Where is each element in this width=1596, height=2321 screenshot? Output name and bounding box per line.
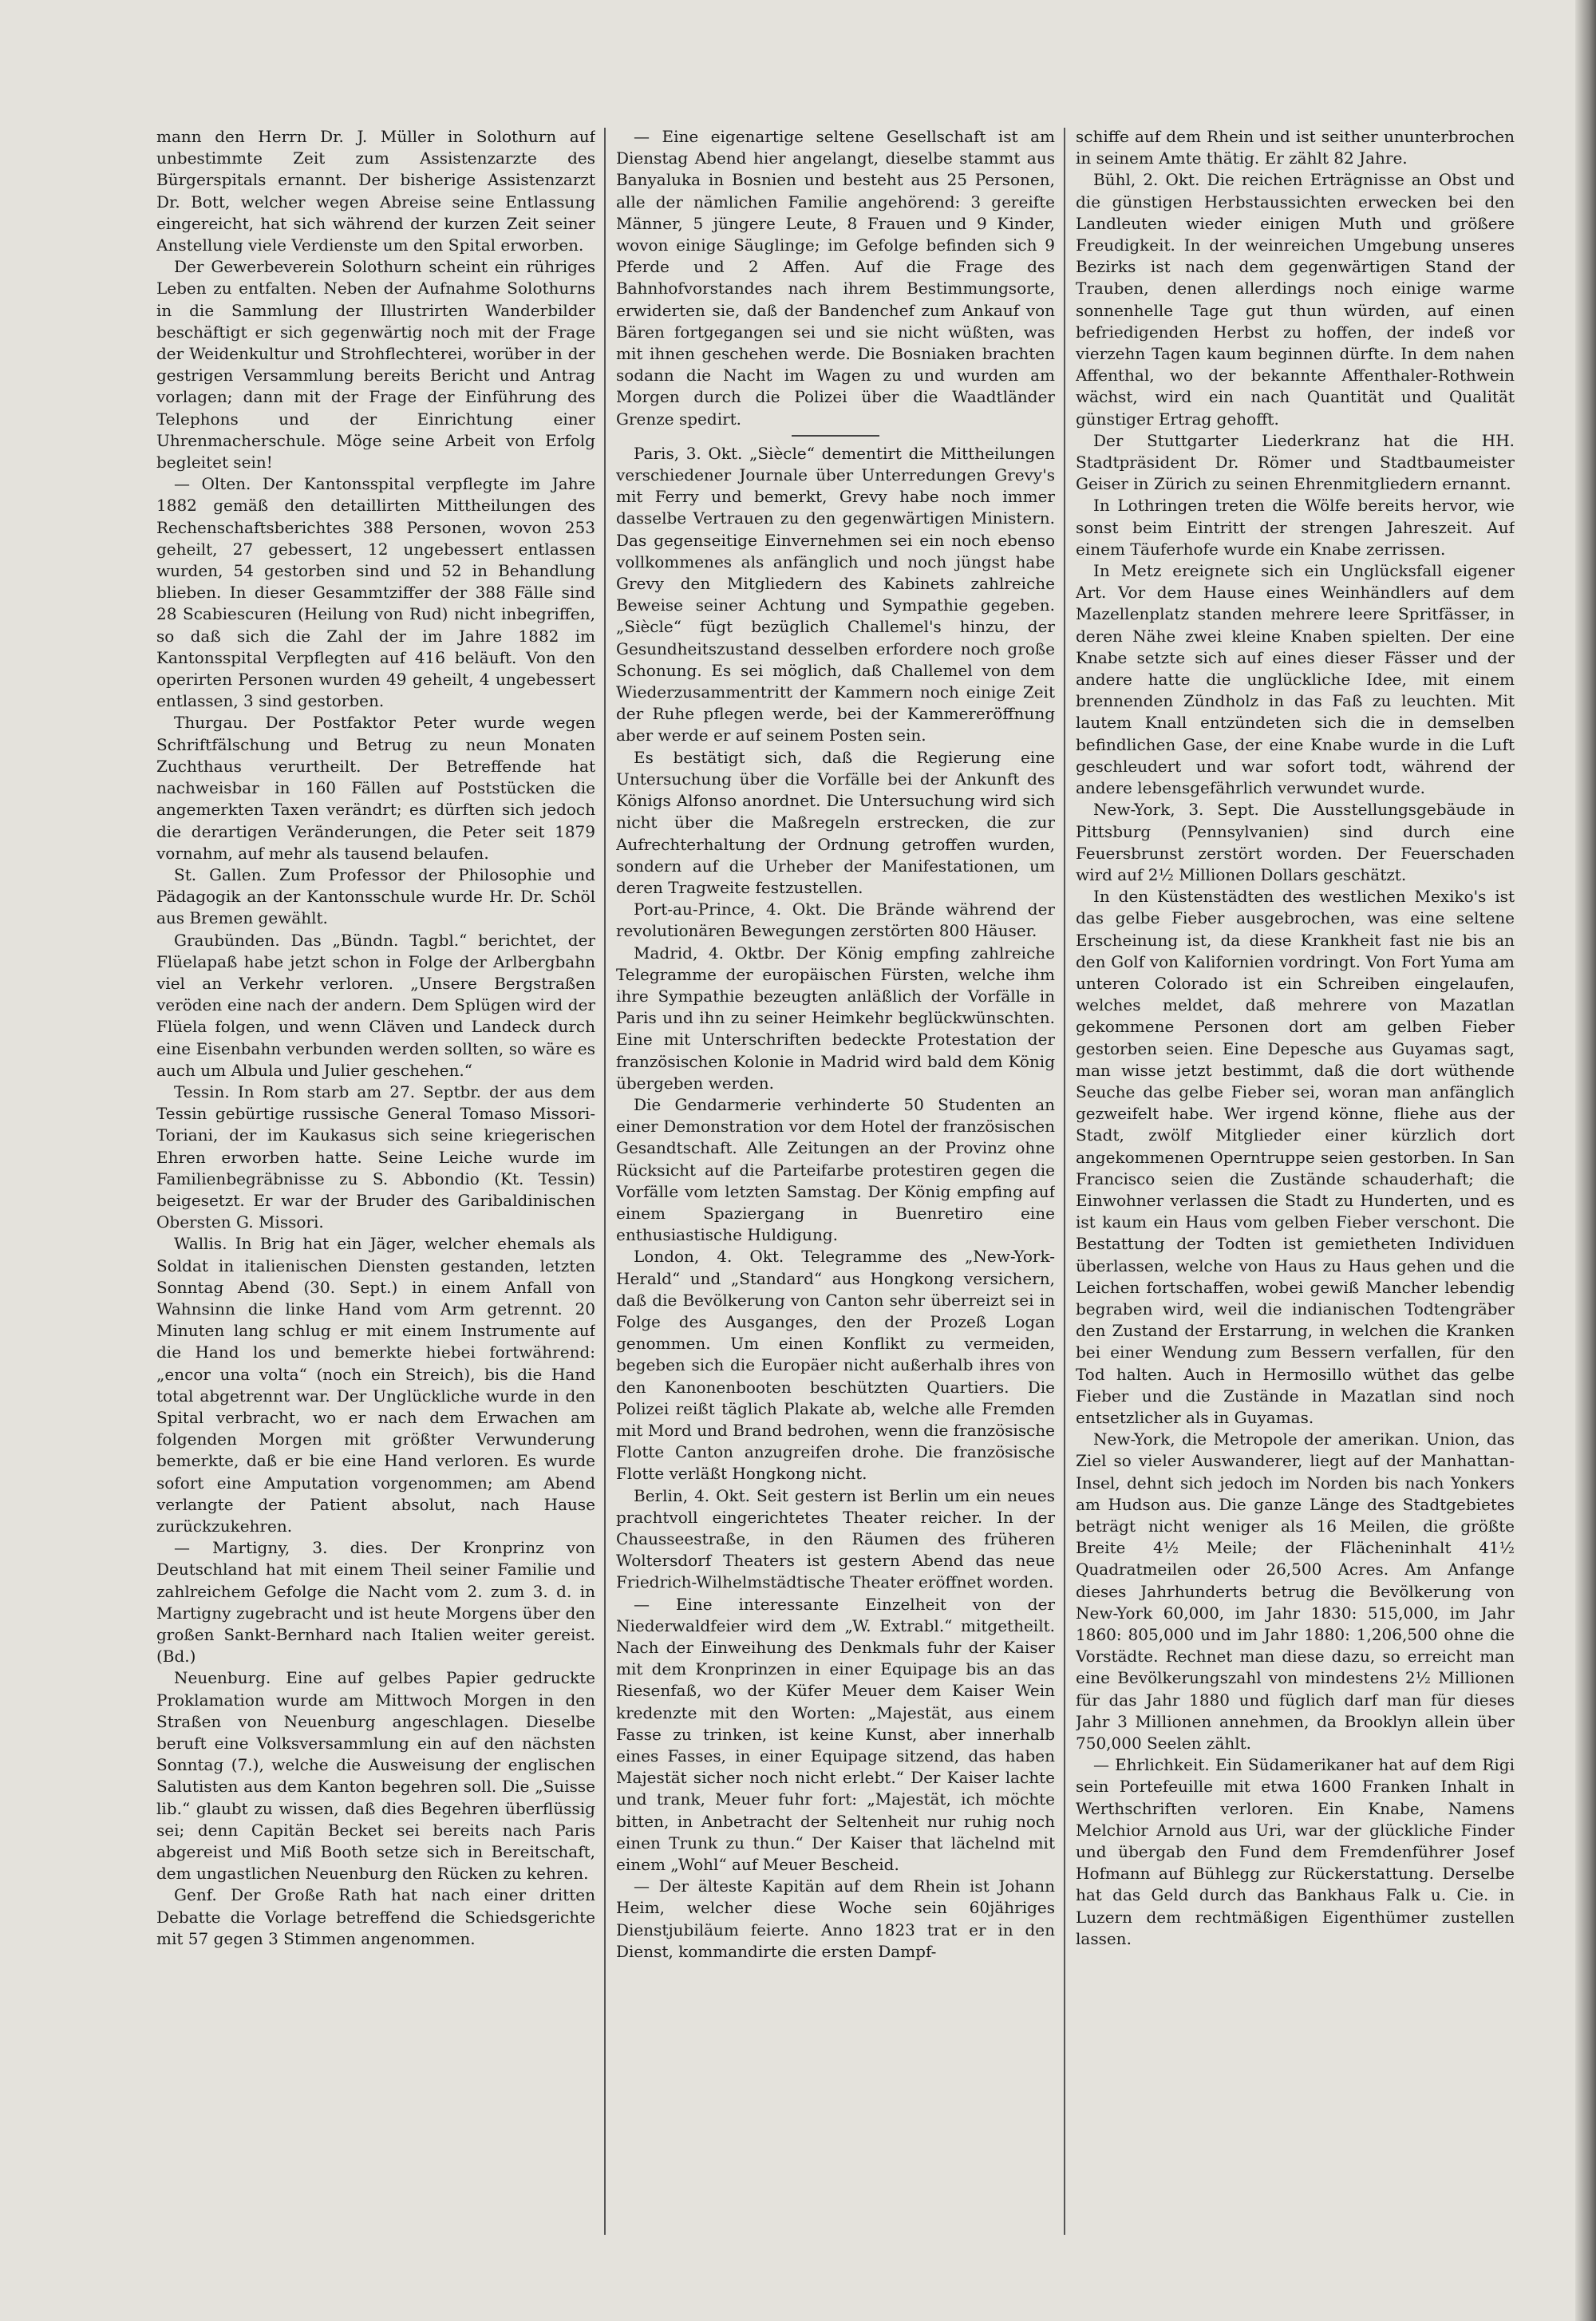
article-paragraph: — Olten. Der Kantonsspital verpflegte im Jahre 1882 gemäß den detaillirten Mittheilungen des Rechenschaftsberichtes 388 Personen, wovon 253 geheilt, 27 gebessert, 12 ungebessert entlassen wurden, 54 gestorben sind und 52 in Behandlung blieben. In dieser Gesammtziffer der 388 Fälle sind 28 Scabiescuren (Heilung von Rud) nicht inbegriffen, so daß sich die Zahl der im Jahre 1882 im Kantonsspital Verpflegten auf 416 beläuft. Von den operirten Personen wurden 49 geheilt, 4 ungebessert entlassen, 3 sind gestorben. (156, 474, 595, 711)
article-paragraph: Wallis. In Brig hat ein Jäger, welcher ehemals als Soldat in italienischen Diensten gestanden, letzten Sonntag Abend (30. Sept.) in einem Anfall von Wahnsinn die linke Hand vom Arm getrennt. 20 Minuten lang schlug er mit einem Instrumente auf die Hand los und bemerkte hiebei fortwährend: „encor una volta“ (noch ein Streich), bis die Hand total abgetrennt war. Der Unglückliche wurde in den Spital verbracht, wo er nach dem Erwachen am folgenden Morgen mit größter Verwunderung bemerkte, daß er bie eine Hand verloren. Es wurde sofort eine Amputation vorgenommen; am Abend verlangte der Patient absolut, nach Hause zurückzukehren. (156, 1234, 595, 1536)
article-paragraph: Berlin, 4. Okt. Seit gestern ist Berlin um ein neues prachtvoll eingerichtetes Theater reicher. In der Chausseestraße, in den Räumen des früheren Woltersdorf Theaters ist gestern Abend das neue Friedrich-Wilhelmstädtische Theater eröffnet worden. (616, 1485, 1055, 1592)
article-paragraph: schiffe auf dem Rhein und ist seither ununterbrochen in seinem Amte thätig. Er zählt 82 Jahre. (1076, 127, 1515, 168)
section-separator (792, 435, 879, 437)
article-paragraph: Der Stuttgarter Liederkranz hat die HH. Stadtpräsident Dr. Römer und Stadtbaumeister Geiser in Zürich zu seinen Ehrenmitgliedern ernannt. (1076, 430, 1515, 494)
page-edge-shadow (1575, 0, 1596, 2321)
article-paragraph: Thurgau. Der Postfaktor Peter wurde wegen Schriftfälschung und Betrug zu neun Monaten Zuchthaus verurtheilt. Der Betreffende hat nachweisbar in 160 Fällen auf Poststücken die angemerkten Taxen verändrt; es dürften sich jedoch die derartigen Veränderungen, die Peter seit 1879 vornahm, auf mehr als tausend belaufen. (156, 713, 595, 863)
article-paragraph: St. Gallen. Zum Professor der Philosophie und Pädagogik an der Kantonsschule wurde Hr. Dr. Schöl aus Bremen gewählt. (156, 864, 595, 928)
article-paragraph: Neuenburg. Eine auf gelbes Papier gedruckte Proklamation wurde am Mittwoch Morgen in den Straßen von Neuenburg angeschlagen. Dieselbe beruft eine Volksversammlung ein auf den nächsten Sonntag (7.), welche die Ausweisung der englischen Salutisten aus dem Kanton begehren soll. Die „Suisse lib.“ glaubt zu wissen, daß dies Begehren überflüssig sei; denn Capitän Becket sei bereits nach Paris abgereist und Miß Booth setze sich in Bereitschaft, dem ungastlichen Neuenburg den Rücken zu kehren. (156, 1668, 595, 1884)
article-paragraph: Port-au-Prince, 4. Okt. Die Brände während der revolutionären Bewegungen zerstörten 800 Häuser. (616, 900, 1055, 941)
column-divider (1064, 128, 1065, 2235)
article-paragraph: Graubünden. Das „Bündn. Tagbl.“ berichtet, der Flüelapaß habe jetzt schon in Folge der Arlbergbahn viel an Verkehr verloren. „Unsere Bergstraßen veröden eine nach der andern. Dem Splügen wird der Flüela folgen, und wenn Cläven und Landeck durch eine Eisenbahn verbunden werden sollten, so wäre es auch um Albula und Julier geschehen.“ (156, 930, 595, 1080)
article-paragraph: New-York, die Metropole der amerikan. Union, das Ziel so vieler Auswanderer, liegt auf der Manhattan-Insel, dehnt sich jedoch im Norden bis nach Yonkers am Hudson aus. Die ganze Länge des Stadtgebietes beträgt nicht weniger als 16 Meilen, die größte Breite 4½ Meile; der Flächeninhalt 41½ Quadratmeilen oder 26,500 Acres. Am Anfange dieses Jahrhunderts betrug die Bevölkerung von New-York 60,000, im Jahr 1830: 515,000, im Jahr 1860: 805,000 und im Jahr 1880: 1,206,500 ohne die Vorstädte. Rechnet man diese dazu, so erreicht man eine Bevölkerungszahl von mindestens 2½ Millionen für das Jahr 1880 und füglich darf man für dieses Jahr 3 Millionen annehmen, da Brooklyn allein über 750,000 Seelen zählt. (1076, 1429, 1515, 1754)
column-divider (604, 128, 606, 2235)
article-paragraph: Die Gendarmerie verhinderte 50 Studenten an einer Demonstration vor dem Hotel der französischen Gesandtschaft. Alle Zeitungen an der Provinz ohne Rücksicht auf die Parteifarbe protestiren gegen die Vorfälle vom letzten Samstag. Der König empfing auf einem Spaziergang in Buenretiro eine enthusiastische Huldigung. (616, 1094, 1055, 1245)
article-paragraph: — Eine interessante Einzelheit von der Niederwaldfeier wird dem „W. Extrabl.“ mitgetheilt. Nach der Einweihung des Denkmals fuhr der Kaiser mit dem Kronprinzen in einer Equipage bis an das Riesenfaß, wo der Küfer Meuer dem Kaiser Wein kredenzte mit den Worten: „Majestät, aus einem Fasse zu trinken, ist keine Kunst, aber innerhalb eines Fasses, in einer Equipage sitzend, das haben Majestät sicher noch nicht erlebt.“ Der Kaiser lachte und trank, Meuer fuhr fort: „Majestät, ich möchte bitten, in Anbetracht der Seltenheit nur ruhig noch einen Trunk zu thun.“ Der Kaiser that lächelnd mit einem „Wohl“ auf Meuer Bescheid. (616, 1594, 1055, 1875)
article-paragraph: — Ehrlichkeit. Ein Südamerikaner hat auf dem Rigi sein Portefeuille mit etwa 1600 Franken Inhalt in Werthschriften verloren. Ein Knabe, Namens Melchior Arnold aus Uri, war der glückliche Finder und übergab den Fund dem Fremdenführer Josef Hofmann auf Bühlegg zur Rückerstattung. Derselbe hat das Geld durch das Bankhaus Falk u. Cie. in Luzern dem rechtmäßigen Eigenthümer zustellen lassen. (1076, 1755, 1515, 1948)
article-paragraph: New-York, 3. Sept. Die Ausstellungsgebäude in Pittsburg (Pennsylvanien) sind durch eine Feuersbrunst zerstört worden. Der Feuerschaden wird auf 2½ Millionen Dollars geschätzt. (1076, 800, 1515, 884)
article-paragraph: In den Küstenstädten des westlichen Mexiko's ist das gelbe Fieber ausgebrochen, was eine seltene Erscheinung ist, da diese Krankheit fast nie bis an den Golf von Kalifornien vordringt. Von Fort Yuma am unteren Colorado ist ein Schreiben eingelaufen, welches meldet, daß mehrere von Mazatlan gekommene Personen dort am gelben Fieber gestorben seien. Eine Depesche aus Guyamas sagt, man wisse jetzt bestimmt, daß die dort wüthende Seuche das gelbe Fieber sei, woran man anfänglich gezweifelt habe. Wer irgend könne, fliehe aus der Stadt, zwölf Mitglieder einer kürzlich dort angekommenen Operntruppe seien gestorben. In San Francisco seien die Zustände schauderhaft; die Einwohner verlassen die Stadt zu Hunderten, und es ist kaum ein Haus vom gelben Fieber verschont. Die Bestattung der Todten ist gemietheten Individuen überlassen, welche von Haus zu Haus gehen und die Leichen fortschaffen, wobei gewiß Mancher lebendig begraben wird, weil die indianischen Todtengräber den Zustand der Erstarrung, in welchen die Kranken bei einer Wendung zum Bessern verfallen, für den Tod halten. Auch in Hermosillo wüthet das gelbe Fieber und die Zustände in Mazatlan sind noch entsetzlicher als in Guyamas. (1076, 887, 1515, 1427)
article-paragraph: Der Gewerbeverein Solothurn scheint ein rühriges Leben zu entfalten. Neben der Aufnahme Solothurns in die Sammlung der Illustrirten Wanderbilder beschäftigt er sich gegenwärtig noch mit der Frage der Weidenkultur und Strohflechterei, worüber in der gestrigen Versammlung bereits Bericht und Antrag vorlagen; dann mit der Frage der Einführung des Telephons und der Einrichtung einer Uhrenmacherschule. Möge seine Arbeit von Erfolg begleitet sein! (156, 257, 595, 473)
article-paragraph: Tessin. In Rom starb am 27. Septbr. der aus dem Tessin gebürtige russische General Tomaso Missori-Toriani, der im Kaukasus sich seine kriegerischen Ehren erworben hatte. Seine Leiche wurde im Familienbegräbnisse zu S. Abbondio (Kt. Tessin) beigesetzt. Er war der Bruder des Garibaldinischen Obersten G. Missori. (156, 1081, 595, 1232)
article-paragraph: Genf. Der Große Rath hat nach einer dritten Debatte die Vorlage betreffend die Schiedsgerichte mit 57 gegen 3 Stimmen angenommen. (156, 1885, 595, 1948)
article-paragraph: — Eine eigenartige seltene Gesellschaft ist am Dienstag Abend hier angelangt, dieselbe stammt aus Banyaluka in Bosnien und besteht aus 25 Personen, alle der nämlichen Familie angehörend: 3 gereifte Männer, 5 jüngere Leute, 8 Frauen und 9 Kinder, wovon einige Säuglinge; im Gefolge befinden sich 9 Pferde und 2 Affen. Auf die Frage des Bahnhofvorstandes nach ihrem Bestimmungsorte, erwiderten sie, daß der Bandenchef zum Ankauf von Bären fortgegangen sei und sie nicht wüßten, was mit ihnen geschehen werde. Die Bosniaken brachten sodann die Nacht im Wagen zu und wurden am Morgen durch die Polizei über die Waadtländer Grenze spedirt. (616, 127, 1055, 429)
article-paragraph: Bühl, 2. Okt. Die reichen Erträgnisse an Obst und die günstigen Herbstaussichten erwecken bei den Landleuten wieder einigen Muth und größere Freudigkeit. In der weinreichen Umgebung unseres Bezirks ist nach dem gegenwärtigen Stand der Trauben, denen allerdings noch einige warme sonnenhelle Tage gut thun würden, auf einen befriedigenden Herbst zu hoffen, der indeß vor vierzehn Tagen kaum beginnen dürfte. In dem nahen Affenthal, wo der bekannte Affenthaler-Rothwein wächst, wird ein nach Quantität und Qualität günstiger Ertrag gehofft. (1076, 170, 1515, 429)
article-paragraph: In Lothringen treten die Wölfe bereits hervor, wie sonst beim Eintritt der strengen Jahreszeit. Auf einem Täuferhofe wurde ein Knabe zerrissen. (1076, 496, 1515, 559)
article-paragraph: Paris, 3. Okt. „Siècle“ dementirt die Mittheilungen verschiedener Journale über Unterredungen Grevy's mit Ferry und bemerkt, Grevy habe noch immer dasselbe Vertrauen zu den gegenwärtigen Ministern. Das gegenseitige Einvernehmen sei ein noch ebenso vollkommenes als anfänglich und noch jüngst habe Grevy den Mitgliedern des Kabinets zahlreiche Beweise seiner Achtung und Sympathie gegeben. „Siècle“ fügt bezüglich Challemel's hinzu, der Gesundheitszustand desselben erfordere noch große Schonung. Es sei möglich, daß Challemel von dem Wiederzusammentritt der Kammern noch einige Zeit der Ruhe pflegen werde, bei der Kammereröffnung aber werde er auf seinem Posten sein. (616, 443, 1055, 745)
article-paragraph: mann den Herrn Dr. J. Müller in Solothurn auf unbestimmte Zeit zum Assistenzarzte des Bürgerspitals ernannt. Der bisherige Assistenzarzt Dr. Bott, welcher wegen Abreise seine Entlassung eingereicht, hat sich während der kurzen Zeit seiner Anstellung viele Verdienste um den Spital erworben. (156, 127, 595, 255)
article-paragraph: Es bestätigt sich, daß die Regierung eine Untersuchung über die Vorfälle bei der Ankunft des Königs Alfonso anordnet. Die Untersuchung wird sich nicht über die Maßregeln erstrecken, die zur Aufrechterhaltung der Ordnung getroffen wurden, sondern auf die Urheber der Manifestationen, um deren Tragweite festzustellen. (616, 747, 1055, 897)
article-paragraph: — Martigny, 3. dies. Der Kronprinz von Deutschland hat mit einem Theil seiner Familie und zahlreichem Gefolge die Nacht vom 2. zum 3. d. in Martigny zugebracht und ist heute Morgens über den großen Sankt-Bernhard nach Italien weiter gereist. (Bd.) (156, 1538, 595, 1667)
article-paragraph: Madrid, 4. Oktbr. Der König empfing zahlreiche Telegramme der europäischen Fürsten, welche ihm ihre Sympathie bezeugten anläßlich der Vorfälle in Paris und ihn zu seiner Heimkehr beglückwünschten. Eine mit Unterschriften bedeckte Protestation der französischen Kolonie in Madrid wird bald dem König übergeben werden. (616, 943, 1055, 1093)
column-left (156, 126, 595, 2273)
column-middle (616, 126, 1055, 2273)
column-right (1076, 126, 1515, 2273)
article-paragraph: — Der älteste Kapitän auf dem Rhein ist Johann Heim, welcher diese Woche sein 60jähriges Dienstjubiläum feierte. Anno 1823 trat er in den Dienst, kommandirte die ersten Dampf- (616, 1876, 1055, 1961)
article-paragraph: In Metz ereignete sich ein Unglücksfall eigener Art. Vor dem Hause eines Weinhändlers auf dem Mazellenplatz standen mehrere leere Spritfässer, in deren Nähe zwei kleine Knaben spielten. Der eine Knabe setzte sich auf eines dieser Fässer und der andere hatte die unglückliche Idee, mit einem brennenden Zündholz in das Faß zu leuchten. Mit lautem Knall entzündeten sich die in demselben befindlichen Gase, der eine Knabe wurde in die Luft geschleudert und war sofort todt, während der andere lebensgefährlich verwundet wurde. (1076, 561, 1515, 798)
article-paragraph: London, 4. Okt. Telegramme des „New-York-Herald“ und „Standard“ aus Hongkong versichern, daß die Bevölkerung von Canton sehr überreizt sei in Folge des Ausganges, den der Prozeß Logan genommen. Um einen Konflikt zu vermeiden, begeben sich die Europäer nicht außerhalb ihres von den Kanonenbooten beschützten Quartiers. Die Polizei reißt täglich Plakate ab, welche alle Fremden mit Mord und Brand bedrohen, wenn die französische Flotte Canton anzugreifen drohe. Die französische Flotte verläßt Hongkong nicht. (616, 1247, 1055, 1484)
